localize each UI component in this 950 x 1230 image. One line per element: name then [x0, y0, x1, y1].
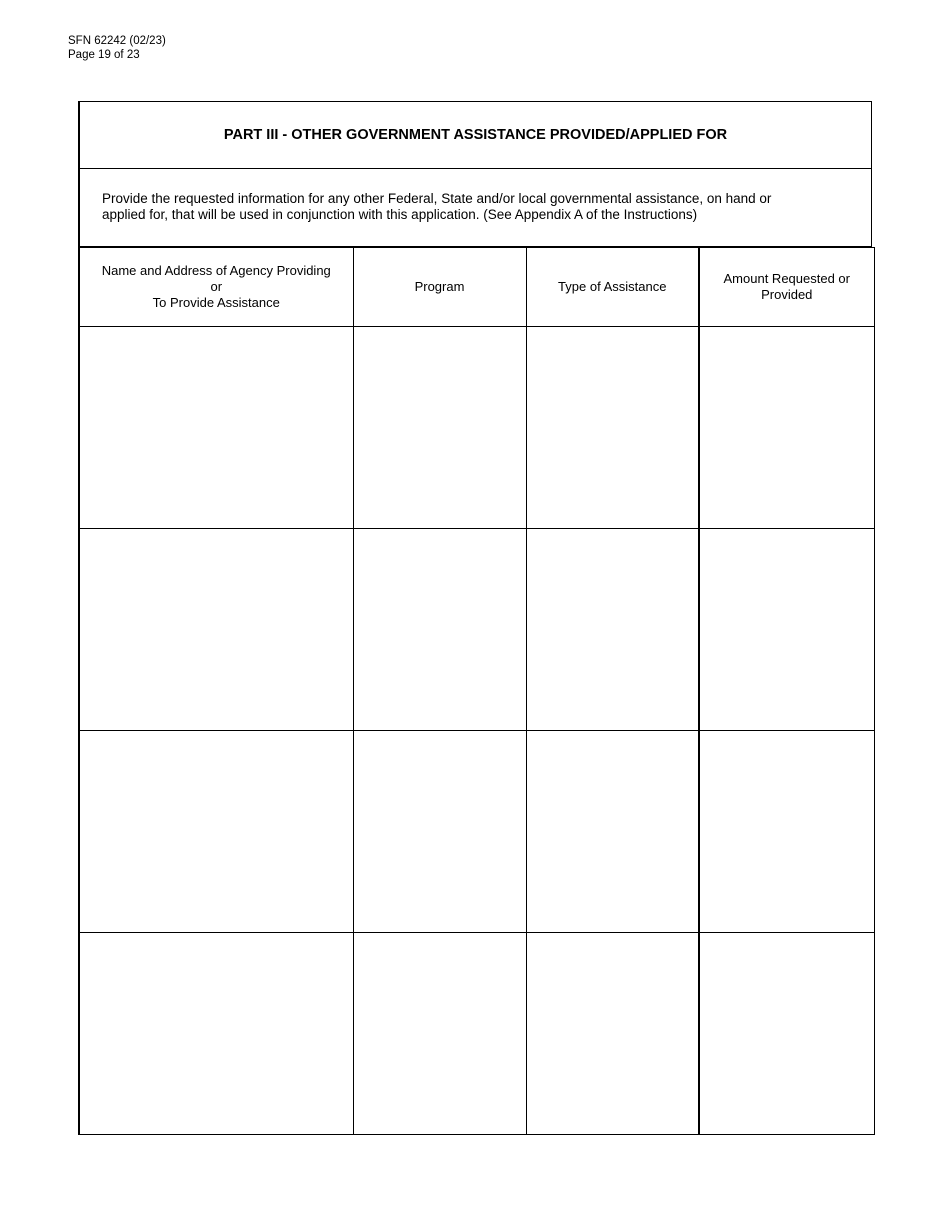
- amount-field[interactable]: [699, 529, 874, 731]
- header-text: Program: [414, 279, 465, 294]
- table-row: [79, 327, 874, 529]
- header-text: or: [210, 279, 223, 294]
- column-header-type: [526, 248, 699, 327]
- instructions-line: Provide the requested information for any other Federal, State and/or local governmental assistance, on hand or: [102, 191, 772, 206]
- assistance-table: [78, 247, 875, 1135]
- page-number: Page 19 of 23: [68, 49, 140, 61]
- header-text: Type of Assistance: [558, 279, 667, 294]
- instructions-line: applied for, that will be used in conjunction with this application. (See Appendix A of the Instructions): [102, 207, 698, 222]
- amount-field[interactable]: [699, 933, 874, 1135]
- header-text: Name and Address of Agency Providing: [101, 263, 331, 278]
- section-instructions: [78, 168, 872, 248]
- program-field[interactable]: [353, 933, 526, 1135]
- section-title: PART III - OTHER GOVERNMENT ASSISTANCE PROVIDED/APPLIED FOR: [78, 101, 872, 169]
- type-field[interactable]: [526, 731, 699, 933]
- table-row: [79, 529, 874, 731]
- amount-field[interactable]: [699, 731, 874, 933]
- form-number: SFN 62242 (02/23): [68, 35, 166, 47]
- header-text: Amount Requested or: [723, 271, 850, 286]
- agency-field[interactable]: [79, 327, 353, 529]
- form-header: [68, 34, 166, 62]
- amount-field[interactable]: [699, 327, 874, 529]
- column-header-program: [353, 248, 526, 327]
- type-field[interactable]: [526, 529, 699, 731]
- column-header-amount: [699, 248, 874, 327]
- column-header-agency: [79, 248, 353, 327]
- table-row: [79, 731, 874, 933]
- program-field[interactable]: [353, 327, 526, 529]
- agency-field[interactable]: [79, 731, 353, 933]
- table-header-row: [79, 248, 874, 327]
- type-field[interactable]: [526, 933, 699, 1135]
- type-field[interactable]: [526, 327, 699, 529]
- program-field[interactable]: [353, 731, 526, 933]
- agency-field[interactable]: [79, 933, 353, 1135]
- header-text: To Provide Assistance: [152, 295, 280, 310]
- agency-field[interactable]: [79, 529, 353, 731]
- table-row: [79, 933, 874, 1135]
- header-text: Provided: [761, 287, 813, 302]
- program-field[interactable]: [353, 529, 526, 731]
